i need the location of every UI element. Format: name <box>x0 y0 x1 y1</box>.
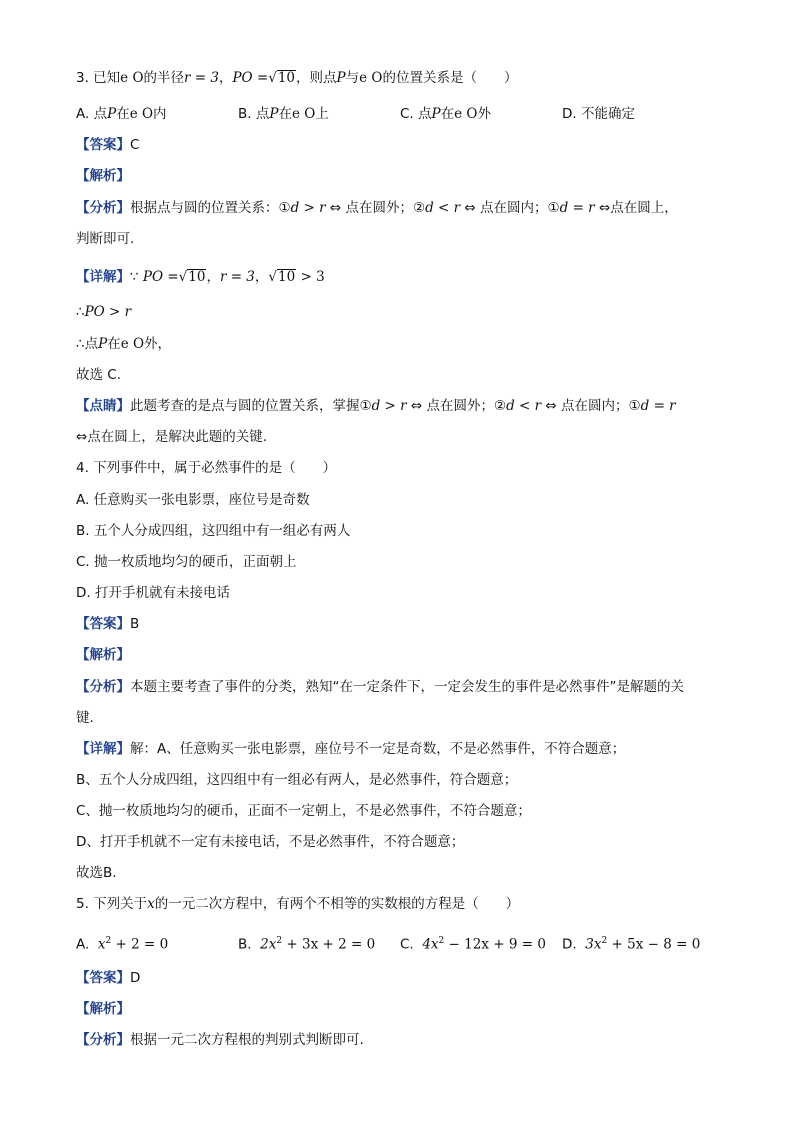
fenxi-tag: 【分析】 <box>76 1032 130 1048</box>
option-text: 点 <box>255 106 270 122</box>
exponent: 2 <box>601 936 608 946</box>
q3-stem-text: 的位置关系是（ ） <box>382 70 518 86</box>
q3-stem-text: 3. 已知 <box>76 70 121 86</box>
option-d <box>562 104 635 124</box>
paragraph-text: ⇔点在圆上，是解决此题的关键. <box>76 429 268 445</box>
q3-dianjing <box>76 396 726 416</box>
q5-jiexi <box>76 999 726 1019</box>
iff-symbol: ⇔ <box>329 200 342 216</box>
math-expression: x <box>97 936 106 953</box>
answer-value: C <box>130 137 140 153</box>
paragraph-text: ∴点 <box>76 336 99 352</box>
paragraph-text: 此题考查的是点与圆的位置关系，掌握① <box>130 398 372 414</box>
option-text: B. 五个人分成四组，这四组中有一组必有两人 <box>76 523 351 539</box>
math-expression: 2x <box>260 936 277 953</box>
option-a <box>76 104 167 124</box>
math-variable: P <box>107 106 117 122</box>
option-text: 点 <box>93 106 108 122</box>
paragraph-text: 点在圆外；② <box>426 398 507 414</box>
math-variable: P <box>98 336 108 352</box>
math-expression: PO = <box>142 269 179 285</box>
option-b <box>238 931 375 955</box>
paragraph-text: 键. <box>76 710 94 726</box>
fenxi-tag: 【分析】 <box>76 679 130 695</box>
q3-stem: 3. 已知e O的半径r = 3，PO =√10，则点P与e O的位置关系是（ ） <box>76 70 518 86</box>
option-text: 在 <box>440 106 455 122</box>
q3-stem-text: ，则点 <box>296 70 337 86</box>
q3-jiexi <box>76 166 726 186</box>
q5-options <box>76 931 726 951</box>
circle-symbol: e O <box>359 70 383 86</box>
question-stem: 的一元二次方程中，有两个不相等的实数根的方程是（ ） <box>154 896 520 912</box>
fenxi-tag: 【分析】 <box>76 200 130 216</box>
math-expression: d = r <box>640 398 676 414</box>
math-expression: d = r <box>559 200 595 216</box>
punctuation: ， <box>206 269 220 285</box>
option-letter: D. <box>562 106 577 122</box>
q3-fenxi <box>76 198 726 218</box>
option-letter: B. <box>238 106 252 122</box>
detail-tag: 【详解】 <box>76 741 130 757</box>
q3-answer <box>76 135 726 155</box>
paragraph-text: D、打开手机就不一定有未接电话，不是必然事件，不符合题意； <box>76 834 465 850</box>
math-variable: P <box>269 106 279 122</box>
q3-conclusion <box>76 334 726 354</box>
paragraph-text: 本题主要考查了事件的分类，熟知“在一定条件下，一定会发生的事件是必然事件”是解题的关 <box>130 679 684 695</box>
iff-symbol: ⇔ <box>464 200 476 216</box>
answer-value: D <box>130 970 141 986</box>
sqrt-radicand: 10 <box>278 269 296 285</box>
math-expression: + 5x − 8 = 0 <box>607 936 701 953</box>
math-variable: P <box>336 70 346 86</box>
sqrt-radicand: 10 <box>188 269 206 285</box>
circle-symbol: e O <box>120 336 145 352</box>
option-text: 在 <box>278 106 292 122</box>
circle-symbol: e O <box>291 106 316 122</box>
option-c <box>400 104 491 124</box>
paragraph-text: 解：A、任意购买一张电影票，座位号不一定是奇数，不是必然事件，不符合题意； <box>130 741 626 757</box>
dianjing-tag: 【点睛】 <box>76 398 130 414</box>
option-text: 内 <box>153 106 167 122</box>
q4-option-c <box>76 552 726 572</box>
q3-stem-text: 与 <box>345 70 360 86</box>
option-text: 外 <box>477 106 491 122</box>
paragraph-text: C、抛一枚质地均匀的硬币，正面不一定朝上，不是必然事件，不符合题意； <box>76 803 531 819</box>
option-c <box>400 931 546 955</box>
question-stem: 5. 下列关于 <box>76 896 148 912</box>
math-variable: x <box>147 896 155 912</box>
option-d <box>562 931 700 955</box>
math-expression: d > r <box>371 398 407 414</box>
q4-option-b <box>76 521 726 541</box>
q5-answer <box>76 968 726 988</box>
q4-stem <box>76 458 726 478</box>
q4-fenxi <box>76 677 726 697</box>
option-letter: C. <box>400 936 414 953</box>
option-b <box>238 104 329 124</box>
math-expression: d > r <box>290 200 326 216</box>
q3-xiangjie: 【详解】∵ PO =√10，r = 3，√10 > 3 <box>76 269 325 285</box>
paragraph-text: 点在圆内；① <box>480 200 560 216</box>
q4-detail-d <box>76 832 726 852</box>
paragraph-text: B、五个人分成四组，这四组中有一组必有两人，是必然事件，符合题意； <box>76 772 518 788</box>
math-variable: P <box>431 106 441 122</box>
option-text: 在 <box>116 106 130 122</box>
q4-option-a <box>76 490 726 510</box>
option-a <box>76 931 168 955</box>
option-text: A. 任意购买一张电影票，座位号是奇数 <box>76 492 310 508</box>
iff-symbol: ⇔ <box>410 398 423 414</box>
q4-option-d <box>76 583 726 603</box>
circle-symbol: e O <box>454 106 478 122</box>
answer-tag: 【答案】 <box>76 616 130 632</box>
math-expression: 3x <box>585 936 602 953</box>
q4-jiexi <box>76 645 726 665</box>
q4-answer <box>76 614 726 634</box>
q4-fenxi-cont <box>76 708 726 728</box>
paragraph-text: 根据点与圆的位置关系：① <box>130 200 291 216</box>
math-expression: − 12x + 9 = 0 <box>444 936 546 953</box>
iff-symbol: ⇔ <box>598 200 611 216</box>
sqrt-radicand: 10 <box>277 70 296 86</box>
paragraph-text: 故选 C. <box>76 367 122 383</box>
answer-tag: 【答案】 <box>76 137 130 153</box>
q4-choose <box>76 863 726 883</box>
option-text: D. 打开手机就有未接电话 <box>76 585 230 601</box>
option-letter: D. <box>562 936 577 953</box>
math-expression: > 3 <box>300 269 325 285</box>
answer-value: B <box>130 616 140 632</box>
paragraph-text: 点在圆外；② <box>345 200 426 216</box>
math-expression: PO > r <box>84 304 132 320</box>
paragraph-text: 外， <box>144 336 172 352</box>
question-stem: 4. 下列事件中，属于必然事件的是（ ） <box>76 460 337 476</box>
paragraph-text: 故选B. <box>76 865 117 881</box>
q4-xiangjie <box>76 739 726 759</box>
paragraph-text: 点在圆上， <box>610 200 678 216</box>
q3-therefore <box>76 302 726 322</box>
analysis-tag: 【解析】 <box>76 1001 130 1017</box>
q5-fenxi <box>76 1030 726 1050</box>
because-symbol: ∵ <box>130 269 139 285</box>
q3-dianjing-cont <box>76 427 726 447</box>
iff-symbol: ⇔ <box>545 398 557 414</box>
math-expression: r = 3 <box>184 70 219 86</box>
math-expression: d < r <box>506 398 542 414</box>
q4-detail-b <box>76 770 726 790</box>
math-expression: + 2 = 0 <box>111 936 169 953</box>
paragraph-text: 点在圆内；① <box>561 398 641 414</box>
punctuation: ， <box>218 70 233 86</box>
q3-choose <box>76 365 726 385</box>
analysis-tag: 【解析】 <box>76 647 130 663</box>
exponent: 2 <box>276 936 283 946</box>
math-expression: + 3x + 2 = 0 <box>282 936 376 953</box>
option-letter: C. <box>400 106 414 122</box>
q5-stem <box>76 894 726 914</box>
option-letter: A. <box>76 936 90 953</box>
option-letter: A. <box>76 106 90 122</box>
option-text: 不能确定 <box>580 106 635 122</box>
option-text: C. 抛一枚质地均匀的硬币，正面朝上 <box>76 554 297 570</box>
answer-tag: 【答案】 <box>76 970 130 986</box>
option-text: 上 <box>315 106 329 122</box>
analysis-tag: 【解析】 <box>76 168 130 184</box>
option-text: 点 <box>418 106 432 122</box>
exponent: 2 <box>438 936 445 946</box>
option-letter: B. <box>238 936 252 953</box>
circle-symbol: e O <box>120 70 144 86</box>
paragraph-text: 在 <box>107 336 121 352</box>
exponent: 2 <box>105 936 112 946</box>
q3-stem-text: 的半径 <box>143 70 185 86</box>
punctuation: ， <box>254 269 269 285</box>
q4-detail-c <box>76 801 726 821</box>
paragraph-text: 判断即可. <box>76 231 135 247</box>
math-expression: 4x <box>422 936 439 953</box>
q3-options <box>76 104 726 124</box>
math-expression: r = 3 <box>219 269 255 285</box>
math-expression: PO = <box>232 70 269 86</box>
detail-tag: 【详解】 <box>76 269 130 285</box>
paragraph-text: 根据一元二次方程根的判别式判断即可. <box>130 1032 364 1048</box>
circle-symbol: e O <box>129 106 154 122</box>
q3-fenxi-cont <box>76 229 726 249</box>
therefore-symbol: ∴ <box>76 304 85 320</box>
math-expression: d < r <box>425 200 461 216</box>
